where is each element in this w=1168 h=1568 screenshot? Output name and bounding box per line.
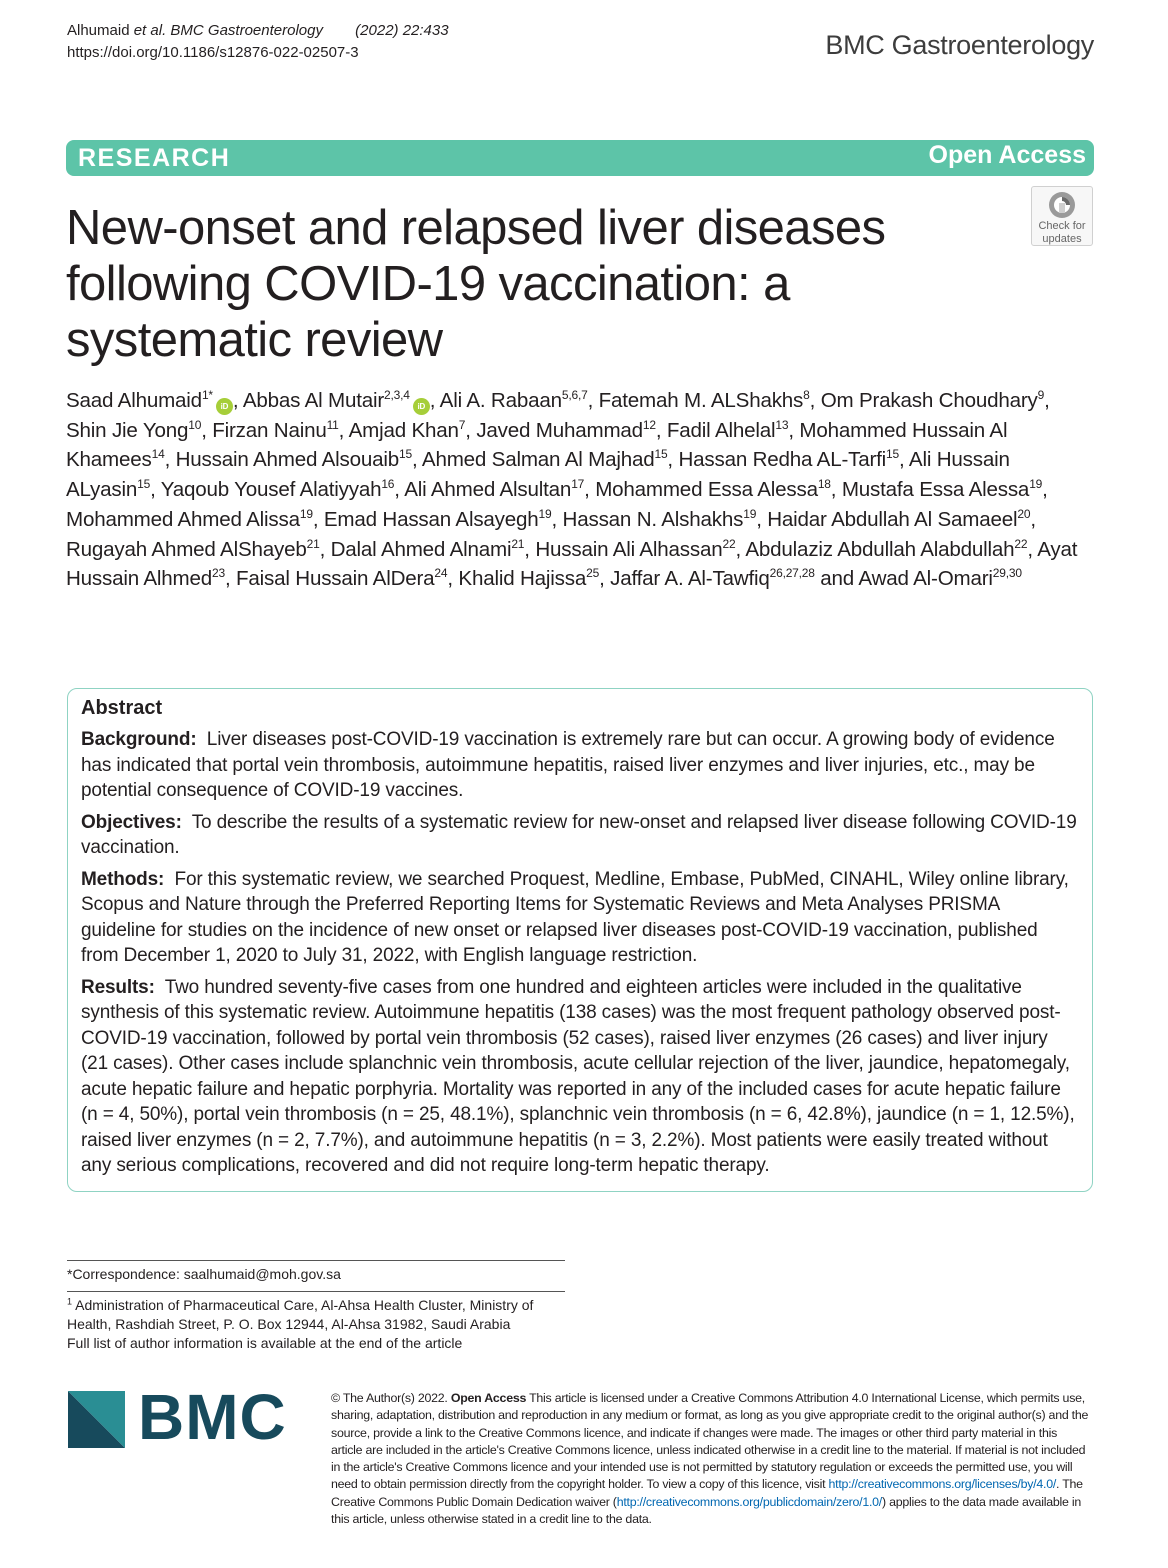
author-entry[interactable] [212, 419, 338, 442]
author-name: Fadil Alhelal [666, 418, 776, 442]
citation-year: (2022) 22:433 [355, 22, 449, 39]
author-entry[interactable] [599, 389, 810, 412]
author-entry[interactable] [563, 508, 757, 531]
author-affiliation-sup: 18 [817, 477, 831, 492]
author-affiliation-sup: 25 [586, 566, 600, 581]
correspondence-note: *Correspondence: saalhumaid@moh.gov.sa [67, 1266, 341, 1282]
article-type-banner [66, 140, 1094, 176]
abstract-methods [81, 867, 1078, 969]
abstract-section-text: To describe the results of a systematic review for new-onset and relapsed liver disease following COVID-19 vaccination. [81, 811, 1077, 858]
author-affiliation-sup: 29,30 [992, 566, 1022, 581]
author-affiliation-sup: 21 [306, 536, 320, 551]
author-entry[interactable] [476, 419, 656, 442]
author-entry[interactable] [745, 538, 1027, 561]
footnote-divider [67, 1291, 565, 1292]
license-copyright: © The Author(s) 2022. [331, 1391, 451, 1405]
author-name: Emad Hassan Alsayegh [323, 507, 539, 531]
author-entry[interactable] [821, 389, 1044, 412]
author-name: Ali A. Rabaan [439, 389, 562, 412]
abstract-section-text: Two hundred seventy-five cases from one hundred and eighteen articles were included in the qualitative synthesis of this systematic review. Autoimmune hepatitis (138 cases) was the most frequent pathology observed post-COVID-19 vaccination, followed by portal vein thrombosis (52 cases), raised liver enzymes (26 cases) and liver injury (21 cases). Other cases include splanchnic vein thrombosis, acute cellular rejection of the liver, jaundice, hepatomegaly, acute hepatic failure and hepatic porphyria. Mortality was reported in any of the included cases for acute hepatic failure (n = 4, 50%), portal vein thrombosis (n = 25, 48.1%), splanchnic vein thrombosis (n = 6, 42.8%), jaundice (n = 1, 12.5%), raised liver enzymes (n = 2, 7.7%), and autoimmune hepatitis (n = 3, 2.2%). Most patients were easily treated without any serious complications, recovered and did not require long-term hepatic therapy. [81, 976, 1075, 1176]
author-entry[interactable] [595, 478, 831, 501]
abstract-section-label: Background: [81, 729, 197, 750]
running-header [67, 20, 449, 64]
author-entry[interactable] [161, 478, 395, 501]
orcid-icon[interactable]: iD [413, 398, 430, 415]
article-title: New-onset and relapsed liver diseases following COVID-19 vaccination: a systematic review [66, 201, 886, 367]
abstract-box [67, 688, 1093, 1192]
author-name: Yaqoub Yousef Alatiyyah [160, 478, 382, 502]
author-entry[interactable] [324, 508, 552, 531]
author-affiliation-sup: 19 [1029, 477, 1043, 492]
citation-journal: BMC Gastroenterology [170, 22, 323, 39]
abstract-section-label: Results: [81, 976, 155, 998]
author-name: Firzan Nainu [212, 418, 327, 442]
journal-citation [67, 20, 449, 42]
author-name: Mustafa Essa Alessa [841, 478, 1030, 502]
journal-name: BMC Gastroenterology [825, 30, 1094, 60]
author-name: Jaffar A. Al-Tawfiq [610, 567, 770, 591]
author-entry[interactable] [66, 538, 320, 561]
author-entry[interactable] [331, 538, 525, 561]
author-entry[interactable] [535, 538, 735, 561]
author-name: Haidar Abdullah Al Samaeel [767, 507, 1018, 531]
author-name: Hassan N. Alshakhs [562, 507, 744, 531]
author-entry[interactable] [66, 419, 201, 442]
author-affiliation-sup: 20 [1017, 506, 1031, 521]
author-entry[interactable] [667, 419, 788, 442]
author-entry[interactable] [767, 508, 1030, 531]
author-affiliation-sup: 2,3,4 [384, 388, 410, 403]
author-affiliation-sup: 13 [775, 417, 789, 432]
bmc-logo [68, 1381, 298, 1453]
citation-etal: et al. [133, 22, 167, 39]
affiliation-number: 1 [67, 1296, 73, 1307]
license-open-access: Open Access [450, 1391, 527, 1405]
abstract-section-text: Liver diseases post-COVID-19 vaccination is extremely rare but can occur. A growing body of evidence has indicated that portal vein thrombosis, autoimmune hepatitis, raised liver enzymes and liver injuries, etc., may be potential consequence of COVID-19 vaccines. [81, 729, 1055, 801]
author-name: Abbas Al Mutair [242, 389, 385, 412]
author-affiliation-sup: 16 [381, 477, 395, 492]
license-statement [331, 1390, 1091, 1528]
open-access-label: Open Access [928, 141, 1086, 169]
author-name: Dalal Ahmed Alnami [330, 537, 512, 561]
author-affiliation-sup: 24 [434, 566, 448, 581]
abstract-objectives [81, 810, 1078, 861]
affiliation-text [67, 1296, 567, 1334]
author-entry[interactable] [404, 478, 584, 501]
author-entry[interactable] [66, 508, 313, 531]
bmc-logo-icon [68, 1391, 125, 1448]
author-entry[interactable] [66, 389, 233, 412]
author-name: Abdulaziz Abdullah Alabdullah [745, 537, 1015, 561]
author-affiliation-sup: 15 [886, 447, 899, 462]
author-name: Faisal Hussain AlDera [236, 567, 435, 591]
author-affiliation-sup: 11 [326, 417, 339, 432]
author-entry[interactable] [422, 448, 668, 471]
full-author-info-note: Full list of author information is available at the end of the article [67, 1335, 463, 1351]
author-name: Mohammed Essa Alessa [595, 478, 818, 502]
author-affiliation-sup: 10 [188, 417, 202, 432]
check-updates-line1: Check for [1038, 220, 1086, 232]
author-entry[interactable] [440, 389, 588, 412]
author-entry[interactable] [458, 567, 599, 590]
author-entry[interactable] [842, 478, 1042, 501]
author-name: Ali Hussain ALyasin [66, 448, 1010, 502]
author-name: Awad Al-Omari [858, 567, 993, 591]
abstract-background [81, 727, 1078, 804]
author-affiliation-sup: 1* [201, 388, 213, 403]
abstract-section-text: For this systematic review, we searched Proquest, Medline, Embase, PubMed, CINAHL, Wiley online library, Scopus and Nature through the Preferred Reporting Items for Systematic Reviews and Meta Analyses PRISMA guideline for studies on the incidence of new onset or relapsed liver diseases post-COVID-19 vaccination, published from December 1, 2020 to July 31, 2022, with English language restriction. [81, 868, 1069, 966]
author-name: Amjad Khan [348, 418, 459, 442]
author-entry[interactable] [610, 567, 815, 590]
orcid-icon[interactable]: iD [216, 398, 233, 415]
author-affiliation-sup: 12 [642, 417, 656, 432]
check-for-updates-button[interactable] [1031, 186, 1093, 246]
abstract-section-label: Objectives: [81, 811, 182, 833]
abstract-results [81, 975, 1078, 1179]
author-name: Rugayah Ahmed AlShayeb [66, 537, 307, 561]
author-affiliation-sup: 9 [1037, 388, 1045, 403]
author-name: Javed Muhammad [476, 418, 643, 442]
author-affiliation-sup: 19 [299, 506, 313, 521]
author-name: Shin Jie Yong [66, 418, 189, 442]
author-entry[interactable] [176, 448, 412, 471]
bmc-logo-text: BMC [138, 1381, 287, 1453]
author-name: Hassan Redha AL-Tarfi [678, 448, 887, 472]
author-name: Ahmed Salman Al Majhad [421, 448, 655, 472]
author-affiliation-sup: 17 [571, 477, 585, 492]
abstract-section-label: Methods: [81, 868, 165, 890]
author-entry[interactable] [349, 419, 466, 442]
article-type-label: RESEARCH [78, 144, 231, 172]
author-affiliation-sup: 19 [743, 506, 757, 521]
author-name: Mohammed Ahmed Alissa [66, 507, 300, 531]
abstract-heading: Abstract [81, 697, 163, 719]
author-affiliation-sup: 5,6,7 [561, 388, 588, 403]
author-affiliation-sup: 8 [803, 388, 810, 403]
author-entry[interactable] [858, 567, 1021, 590]
author-name: Om Prakash Choudhary [820, 389, 1038, 412]
author-affiliation-sup: 22 [722, 536, 736, 551]
author-affiliation-sup: 19 [538, 506, 552, 521]
author-name: Hussain Ahmed Alsouaib [175, 448, 400, 472]
author-entry[interactable] [243, 389, 430, 412]
check-for-updates-icon [1048, 191, 1076, 219]
author-name: Hussain Ali Alhassan [535, 537, 723, 561]
author-affiliation-sup: 15 [137, 477, 151, 492]
affiliation-address: Administration of Pharmaceutical Care, Al-Ahsa Health Cluster, Ministry of Health, Rashdiah Street, P. O. Box 12944, Al-Ahsa 31982, Saudi Arabia [67, 1297, 534, 1332]
affiliation-note [67, 1296, 567, 1353]
author-list: Saad Alhumaid$^{1*}$iD , Abbas Al Mutair$^{2,3,4}$iD , Ali A. Rabaan$^{5,6,7}$, Fatemah M. ALShakhs$^8$, Om Prakash Choudhary$^9$, Shin Jie Yong$^{10}$, Firzan Nainu$^{11}$, Amjad Khan$^7$, Javed Muhammad$^{12}$, Fadil Alhelal$^{13}$, Mohammed Hussain Al Khamees$^{14}$, Hussain Ahmed Alsouaib$^{15}$, Ahmed Salman Al Majhad$^{15}$, Hassan Redha AL-Tarfi$^{15}$, Ali Hussain ALyasin$^{15}$, Yaqoub Yousef Alatiyyah$^{16}$, Ali Ahmed Alsultan$^{17}$, Mohammed Essa Alessa$^{18}$, Mustafa Essa Alessa$^{19}$, Mohammed Ahmed Alissa$^{19}$, Emad Hassan Alsayegh$^{19}$, Hassan N. Alshakhs$^{19}$, Haidar Abdullah Al Samaeel$^{20}$, Rugayah Ahmed AlShayeb$^{21}$, Dalal Ahmed Alnami$^{21}$, Hussain Ali Alhassan$^{22}$, Abdulaziz Abdullah Alabdullah$^{22}$, Ayat Hussain Alhmed$^{23}$, Faisal Hussain AlDera$^{24}$, Khalid Hajissa$^{25}$, Jaffar A. Al-Tawfiq$^{26,27,28}$ and Awad Al-Omari$^{29,30}$ [66, 388, 1078, 591]
footnote-divider [67, 1260, 565, 1261]
cc-by-license-link[interactable]: http://creativecommons.org/licenses/by/4.0/ [828, 1477, 1057, 1492]
author-affiliation-sup: 7 [458, 417, 466, 432]
author-affiliation-sup: 15 [654, 447, 668, 462]
check-updates-line2: updates [1042, 233, 1082, 245]
author-entry[interactable] [236, 567, 447, 590]
license-text: This article is licensed under a Creative Commons Attribution 4.0 International License, which permits use, sharing, adaptation, distribution and reproduction in any medium or format, as long as you give appropriate credit to the original author(s) and the source, provide a link to the Creative Commons licence, and indicate if changes were made. The images or other third party material in this article are included in the article's Creative Commons licence, unless indicated otherwise in a credit line to the material. If material is not included in the article's Creative Commons licence and your intended use is not permitted by statutory regulation or exceeds the permitted use, you will need to obtain permission directly from the copyright holder. To view a copy of this licence, visit [331, 1391, 1089, 1492]
doi-link[interactable]: https://doi.org/10.1186/s12876-022-02507-3 [67, 44, 359, 61]
author-affiliation-sup: 26,27,28 [769, 566, 815, 581]
cc0-waiver-link[interactable]: http://creativecommons.org/publicdomain/zero/1.0/ [616, 1494, 882, 1509]
license-text: ) applies to the data made available in this article, unless otherwise stated in a credit line to the data. [331, 1494, 1081, 1527]
author-name: Khalid Hajissa [458, 567, 587, 591]
author-affiliation-sup: 14 [151, 447, 165, 462]
author-affiliation-sup: 22 [1014, 536, 1028, 551]
author-name: Fatemah M. ALShakhs [598, 389, 804, 412]
author-affiliation-sup: 23 [212, 566, 225, 581]
citation-author: Alhumaid [67, 22, 130, 39]
author-affiliation-sup: 15 [399, 447, 412, 462]
author-name: Ali Ahmed Alsultan [404, 478, 572, 502]
author-name: Mohammed Hussain Al Khamees [66, 418, 1008, 472]
author-affiliation-sup: 21 [511, 536, 525, 551]
author-joiner: and [814, 567, 859, 591]
author-name: Ayat Hussain Alhmed [66, 537, 1078, 591]
license-text: . The Creative Commons Public Domain Dedication waiver ( [331, 1477, 1083, 1509]
author-name: Saad Alhumaid [66, 389, 202, 412]
author-entry[interactable] [678, 448, 899, 471]
